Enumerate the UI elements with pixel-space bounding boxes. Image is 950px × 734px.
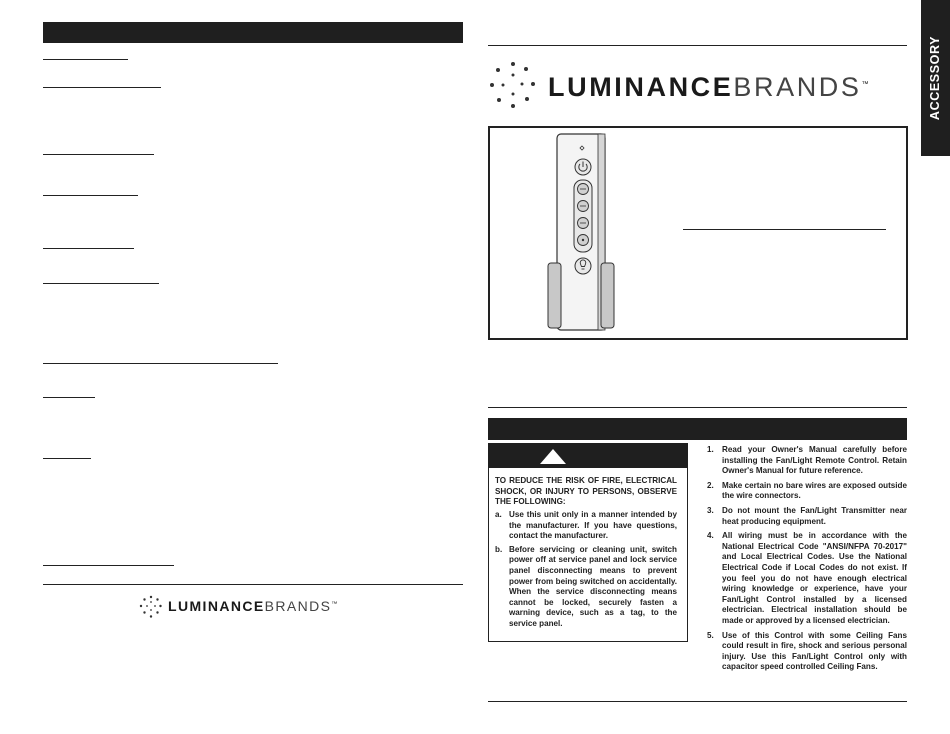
list-text: All wiring must be in accordance with the National Electrical Code "ANSI/NFPA 70-2017" and Local Electrical Codes. Use the National Electrical Code if Local Codes do not exist. If you feel you do not have enough electrical wiring knowledge or experience, have your Fan/Light Control installed by a licensed electrician. Electrical installation should be made or approved by a licensed electrician. <box>722 531 907 625</box>
logo-tm: ™ <box>331 601 339 608</box>
list-item <box>707 631 907 673</box>
list-text: Do not mount the Fan/Light Transmitter near heat producing equipment. <box>722 505 907 526</box>
fan-high-icon <box>578 184 589 195</box>
list-text: Read your Owner's Manual carefully before installing the Fan/Light Remote Control. Retain Owner's Manual for future reference. <box>722 445 907 476</box>
logo-tm: ™ <box>861 81 869 88</box>
heading-underline-6 <box>43 283 159 284</box>
heading-underline-1 <box>43 59 128 60</box>
right-bottom-rule <box>488 701 907 702</box>
fan-off-icon <box>578 235 589 246</box>
list-item <box>495 545 677 630</box>
heading-underline-8 <box>43 397 95 398</box>
list-marker: 5. <box>707 630 714 640</box>
list-item <box>707 481 907 502</box>
list-marker: 4. <box>707 531 714 541</box>
list-text: Use of this Control with some Ceiling Fans could result in fire, shock and serious personal injury. Use this Fan/Light Control only with capacitor speed controlled Ceiling Fans. <box>722 630 907 672</box>
right-top-rule <box>488 45 907 46</box>
logo-light: BRANDS <box>264 598 332 614</box>
heading-underline-10 <box>43 565 174 566</box>
side-tab-label: ACCESSORY <box>928 35 943 121</box>
logo-light: BRANDS <box>733 72 862 102</box>
heading-underline-3 <box>43 154 154 155</box>
list-item <box>707 531 907 626</box>
list-marker: a. <box>495 510 502 519</box>
safety-header-bar <box>488 418 907 440</box>
left-header-bar <box>43 22 463 43</box>
instructions-list <box>707 445 907 677</box>
warning-header <box>488 443 688 468</box>
list-text: Before servicing or cleaning unit, switch power off at service panel and lock service panel disconnecting means to prevent power from being switched on accidentally. When the service disconnecting means cannot be locked, securely fasten a warning device, such as a tag, to the service panel. <box>509 544 677 628</box>
list-marker: 1. <box>707 445 714 454</box>
fan-low-icon <box>578 218 589 229</box>
fan-medium-icon <box>578 201 589 212</box>
logo-bold: LUMINANCE <box>548 72 734 102</box>
list-text: Make certain no bare wires are exposed outside the wire connectors. <box>722 480 907 501</box>
heading-underline-5 <box>43 248 134 249</box>
heading-underline-9 <box>43 458 91 459</box>
warning-list <box>495 510 677 633</box>
remote-control-illustration <box>545 133 625 333</box>
list-item <box>707 445 907 477</box>
starburst-dots-icon <box>138 594 164 620</box>
product-caption-underline <box>683 229 886 230</box>
heading-underline-4 <box>43 195 138 196</box>
warning-intro: TO REDUCE THE RISK OF FIRE, ELECTRICAL SHOCK, OR INJURY TO PERSONS, OBSERVE THE FOLLOWING: <box>495 476 677 507</box>
list-item <box>495 510 677 542</box>
footer-logo-text <box>168 598 339 614</box>
accessory-side-tab <box>921 0 950 156</box>
power-icon <box>575 159 591 175</box>
list-marker: 3. <box>707 505 714 515</box>
warning-triangle-icon <box>540 449 566 464</box>
list-item <box>707 506 907 527</box>
header-logo-text <box>548 70 869 102</box>
list-marker: b. <box>495 544 503 554</box>
starburst-dots-icon <box>487 60 539 112</box>
right-mid-rule <box>488 407 907 408</box>
list-text: Use this unit only in a manner intended by the manufacturer. If you have questions, contact the manufacturer. <box>509 510 677 541</box>
left-footer-rule <box>43 584 463 585</box>
heading-underline-7 <box>43 363 278 364</box>
list-marker: 2. <box>707 480 714 490</box>
logo-bold: LUMINANCE <box>168 598 265 614</box>
light-bulb-icon <box>575 258 591 274</box>
heading-underline-2 <box>43 87 161 88</box>
